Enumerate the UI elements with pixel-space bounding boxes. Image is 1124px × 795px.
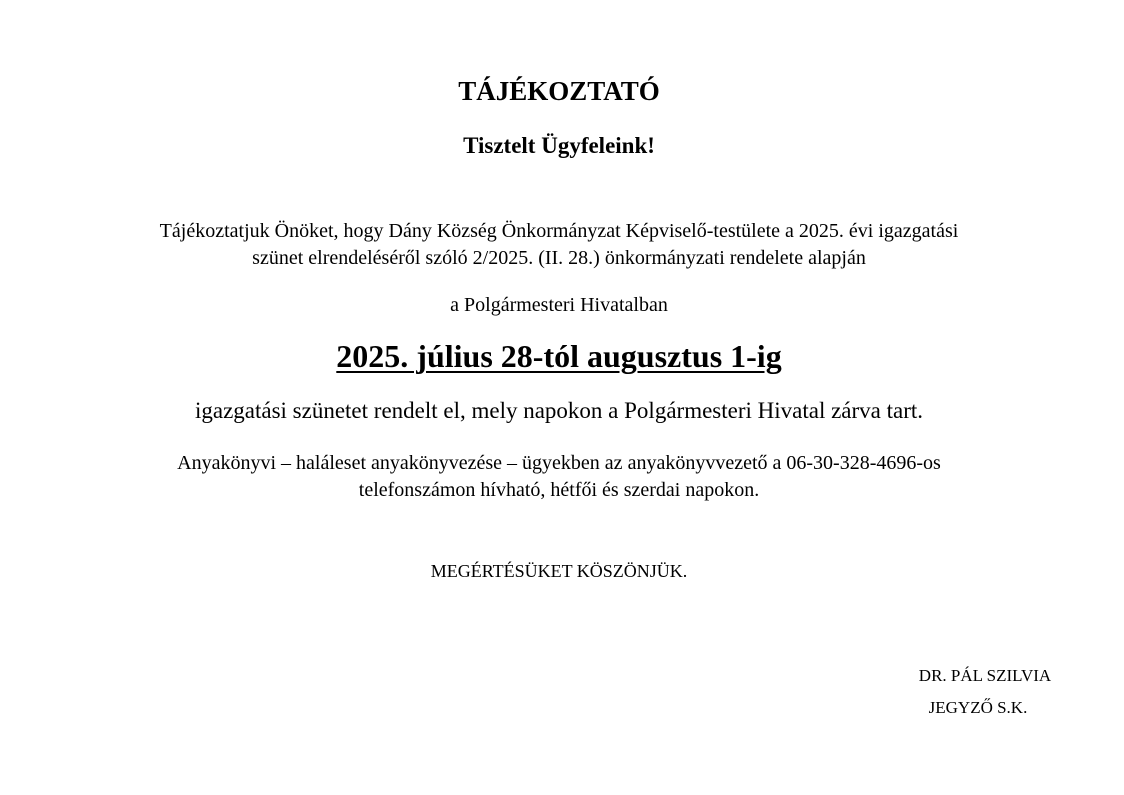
registry-line-2: telefonszámon hívható, hétfői és szerdai napokon. <box>358 479 760 501</box>
registry-paragraph <box>0 450 1118 504</box>
greeting: Tisztelt Ügyfeleink! <box>463 133 655 158</box>
intro-line-1: Tájékoztatjuk Önöket, hogy Dány Község Önkormányzat Képviselő-testülete a 2025. évi igazgatási <box>159 220 959 242</box>
signature-block <box>880 660 1090 724</box>
closure-notice: igazgatási szünetet rendelt el, mely napokon a Polgármesteri Hivatal zárva tart. <box>194 398 924 423</box>
location-line: a Polgármesteri Hivatalban <box>450 294 668 316</box>
signature-title: JEGYZŐ S.K. <box>928 698 1028 717</box>
registry-line-1: Anyakönyvi – haláleset anyakönyvezése – ügyekben az anyakönyvvezető a 06-30-328-4696-os <box>177 452 941 474</box>
signature-name: DR. PÁL SZILVIA <box>918 666 1052 685</box>
intro-paragraph <box>0 218 1118 272</box>
date-range-heading: 2025. július 28-tól augusztus 1-ig <box>336 338 782 374</box>
document-title: TÁJÉKOZTATÓ <box>458 76 660 106</box>
intro-line-2: szünet elrendeléséről szóló 2/2025. (II. 28.) önkormányzati rendelete alapján <box>252 247 866 269</box>
thanks-line: MEGÉRTÉSÜKET KÖSZÖNJÜK. <box>430 561 688 581</box>
